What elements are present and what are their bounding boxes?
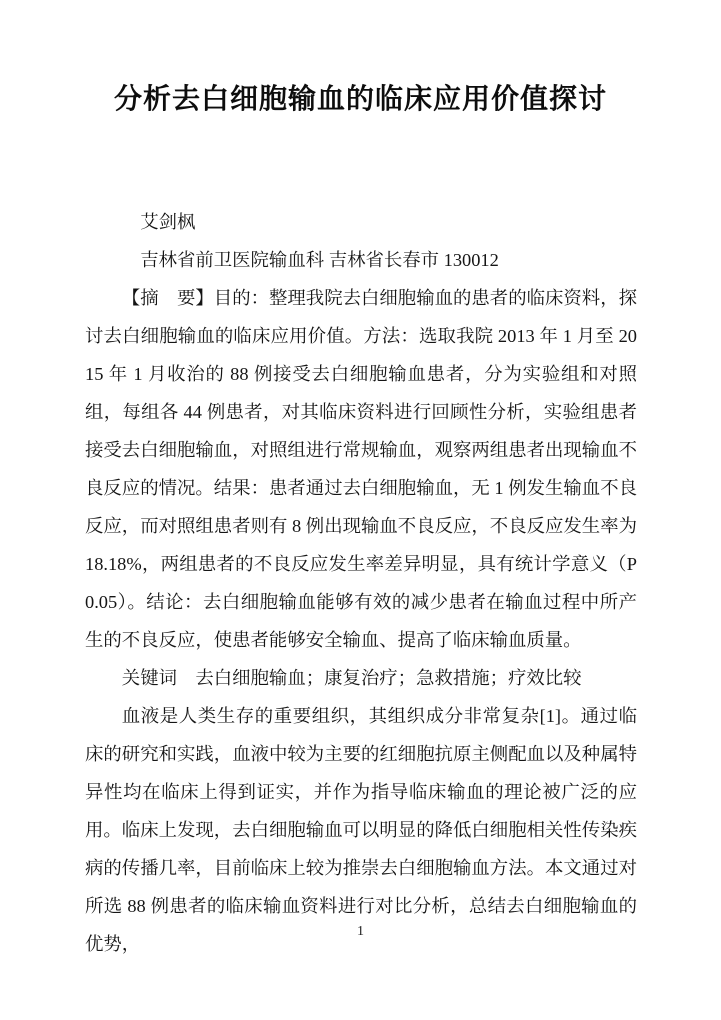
page-number: 1: [357, 924, 364, 939]
author-name: 艾剑枫: [140, 212, 196, 232]
document-body: [85, 203, 637, 963]
body-paragraph: 血液是人类生存的重要组织，其组织成分非常复杂[1]。通过临床的研究和实践，血液中较为主要的红细胞抗原主侧配血以及种属特异性均在临床上得到证实，并作为指导临床输血的理论被广泛的应用。临床上发现，去白细胞输血可以明显的降低白细胞相关性传染疾病的传播几率，目前临床上较为推崇去白细胞输血方法。本文通过对所选 88 例患者的临床输血资料进行对比分析，总结去白细胞输血的优势，: [85, 706, 637, 954]
author-affiliation: 吉林省前卫医院输血科 吉林省长春市 130012: [140, 250, 499, 270]
document-title: 分析去白细胞输血的临床应用价值探讨: [113, 84, 607, 115]
keywords-line: 关键词 去白细胞输血；康复治疗；急救措施；疗效比较: [121, 668, 582, 688]
abstract-paragraph: 【摘 要】目的：整理我院去白细胞输血的患者的临床资料，探讨去白细胞输血的临床应用价值。方法：选取我院 2013 年 1 月至 2015 年 1 月收治的 88 例接受去白细胞输血患者，分为实验组和对照组，每组各 44 例患者，对其临床资料进行回顾性分析，实验组患者接受去白细胞输血，对照组进行常规输血，观察两组患者出现输血不良反应的情况。结果：患者通过去白细胞输血，无 1 例发生输血不良反应，而对照组患者则有 8 例出现输血不良反应，不良反应发生率为 18.18%，两组患者的不良反应发生率差异明显，具有统计学意义（P0.05）。结论：去白细胞输血能够有效的减少患者在输血过程中所产生的不良反应，使患者能够安全输血、提高了临床输血质量。: [85, 288, 637, 650]
